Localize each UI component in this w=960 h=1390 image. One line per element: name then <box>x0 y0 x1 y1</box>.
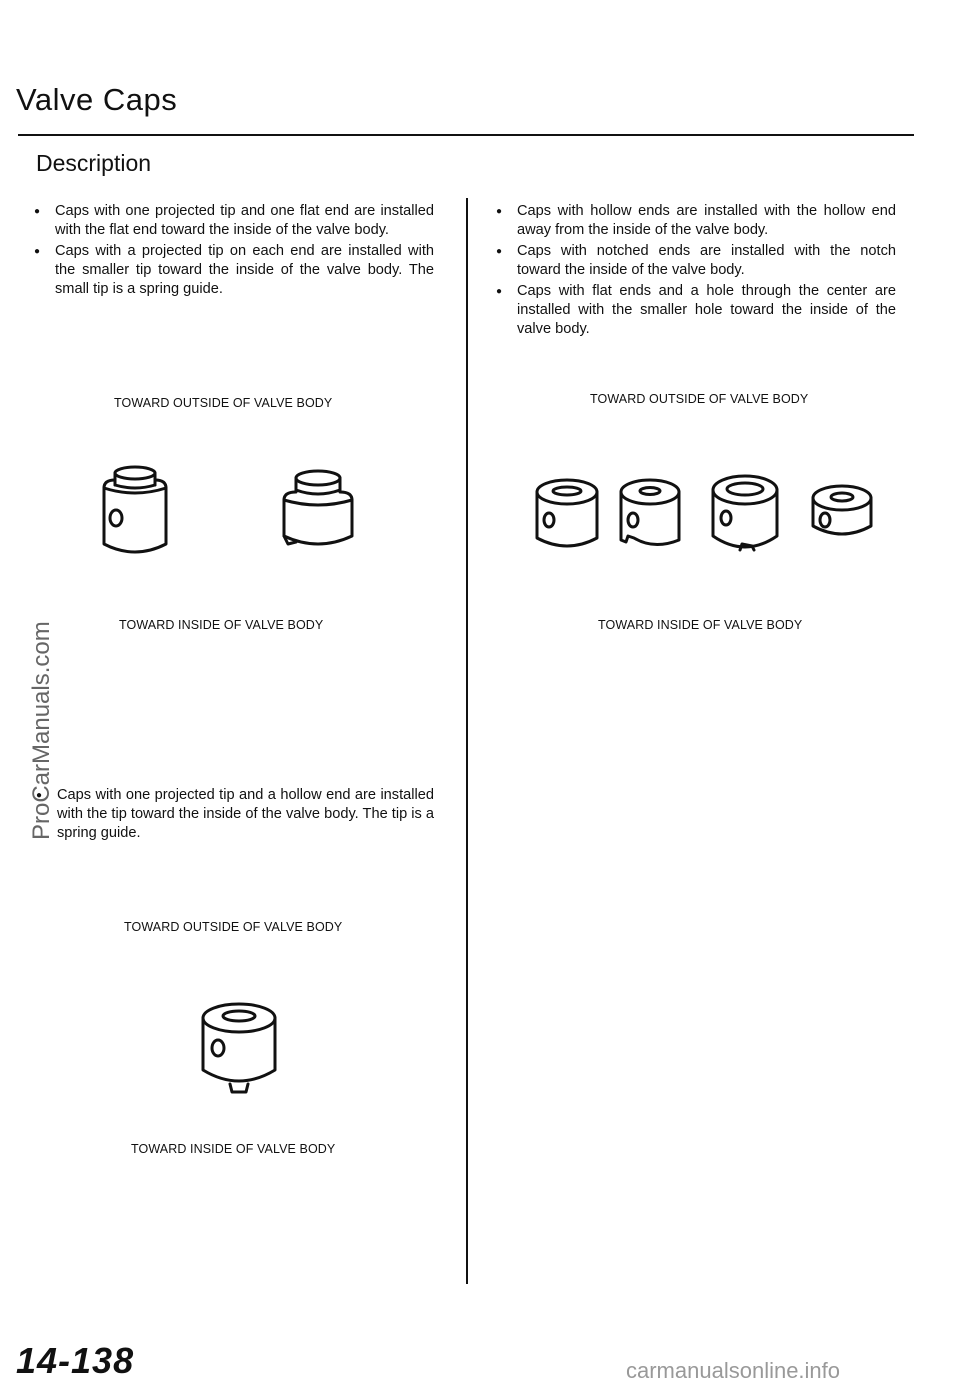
cap-figure-svg <box>530 470 880 560</box>
label-inside: TOWARD INSIDE OF VALVE BODY <box>131 1142 336 1156</box>
label-outside: TOWARD OUTSIDE OF VALVE BODY <box>114 396 333 410</box>
column-divider <box>466 198 468 1284</box>
title-rule <box>18 134 914 136</box>
label-inside: TOWARD INSIDE OF VALVE BODY <box>119 618 324 632</box>
page-number: 14-138 <box>16 1340 135 1381</box>
cap-figure-svg <box>196 1000 286 1100</box>
watermark: ProCarManuals.com <box>28 621 55 840</box>
label-outside: TOWARD OUTSIDE OF VALVE BODY <box>124 920 343 934</box>
cap-hollow-deep <box>713 476 777 550</box>
cap-tip-flat <box>104 467 166 552</box>
cap-figure-four-caps <box>530 470 880 560</box>
cap-figure-tip-hollow <box>196 1000 286 1100</box>
cap-notched <box>621 480 679 545</box>
footer-source: carmanualsonline.info <box>626 1358 841 1383</box>
label-outside: TOWARD OUTSIDE OF VALVE BODY <box>590 392 809 406</box>
cap-flat-hole <box>813 486 871 534</box>
bullet-item: ● Caps with notched ends are installed with the notch toward the inside of the valve body. <box>496 242 896 280</box>
cap-double-tip <box>284 471 352 544</box>
left-bullet-list <box>34 202 434 301</box>
label-inside: TOWARD INSIDE OF VALVE BODY <box>598 618 803 632</box>
cap-figure-flat-and-tip <box>90 458 370 568</box>
bullet-item: ● Caps with a projected tip on each end are installed with the smaller tip toward the inside of the valve body. The small tip is a spring guide. <box>34 242 434 299</box>
right-bullet-list <box>496 202 896 341</box>
cap-figure-svg <box>90 458 370 568</box>
section-heading: Description <box>36 150 152 176</box>
page-title: Valve Caps <box>16 82 178 117</box>
cap-tip-hollow <box>203 1004 275 1092</box>
cap-hollow <box>537 480 597 546</box>
bullet-item: ● Caps with hollow ends are installed with the hollow end away from the inside of the valve body. <box>496 202 896 240</box>
bullet-item: ● Caps with one projected tip and one flat end are installed with the flat end toward the inside of the valve body. <box>34 202 434 240</box>
left-bullet-list-2 <box>36 786 434 845</box>
bullet-item: ● Caps with flat ends and a hole through the center are installed with the smaller hole toward the inside of the valve body. <box>496 282 896 339</box>
bullet-item: ● Caps with one projected tip and a hollow end are installed with the tip toward the inside of the valve body. The tip is a spring guide. <box>36 786 434 843</box>
